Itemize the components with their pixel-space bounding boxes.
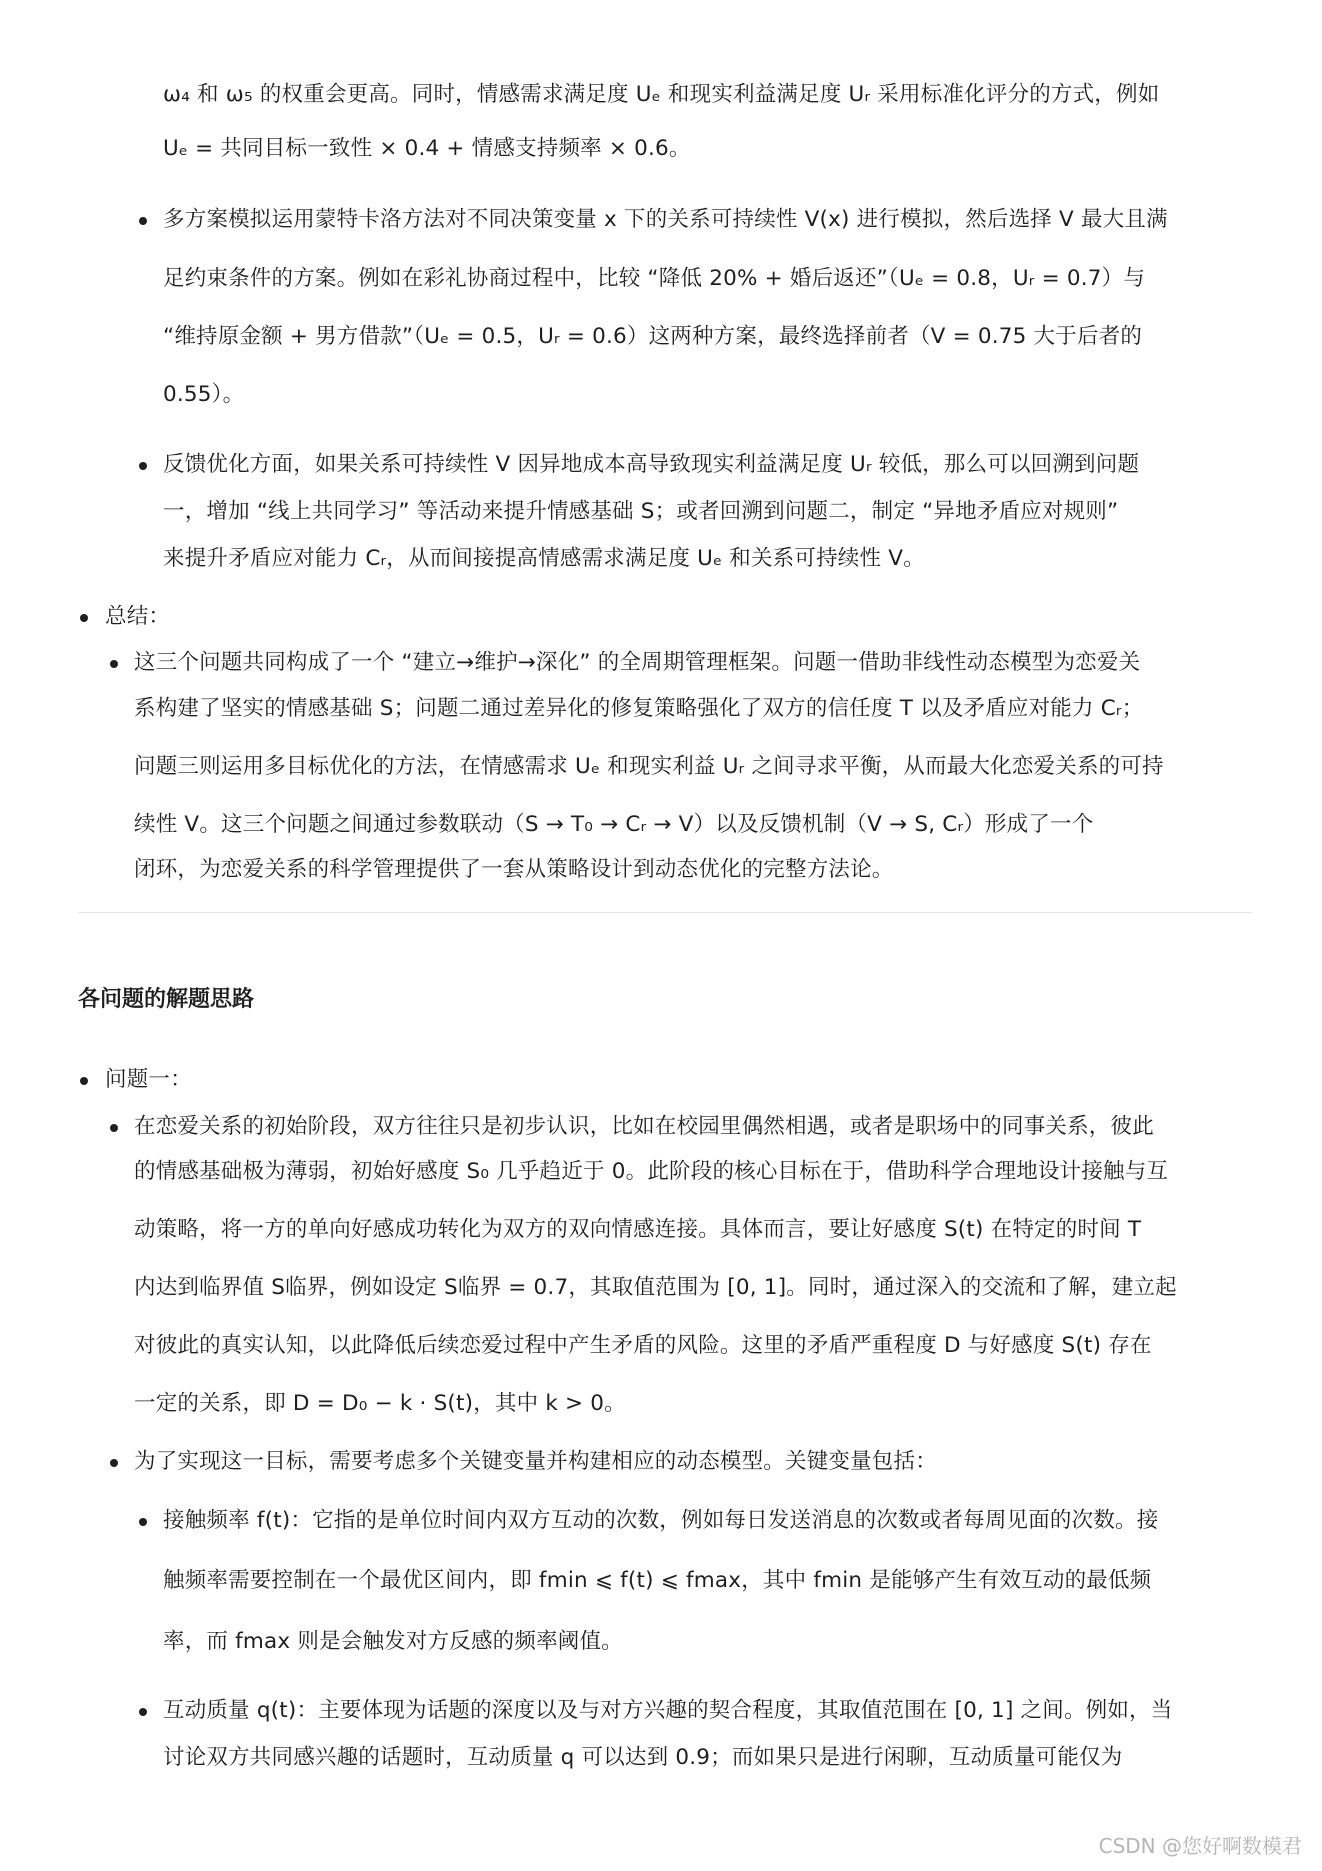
text-line: 这三个问题共同构成了一个 “建立→维护→深化” 的全周期管理框架。问题一借助非线性动态模型为恋爱关 [134, 650, 1141, 675]
text-line: 在恋爱关系的初始阶段，双方往往只是初步认识，比如在校园里偶然相遇，或者是职场中的同事关系，彼此 [134, 1114, 1154, 1139]
text-line: 率，而 fmax 则是会触发对方反感的频率阈值。 [163, 1629, 623, 1654]
bullet-marker [110, 1459, 118, 1467]
text-line: ω₄ 和 ω₅ 的权重会更高。同时，情感需求满足度 Uₑ 和现实利益满足度 Uᵣ 采用标准化评分的方式，例如 [163, 82, 1160, 107]
text-line: 反馈优化方面，如果关系可持续性 V 因异地成本高导致现实利益满足度 Uᵣ 较低，那么可以回溯到问题 [163, 452, 1140, 477]
text-line: “维持原金额 + 男方借款”（Uₑ = 0.5，Uᵣ = 0.6）这两种方案，最终选择前者（V = 0.75 大于后者的 [163, 324, 1143, 349]
text-line: 来提升矛盾应对能力 Cᵣ，从而间接提高情感需求满足度 Uₑ 和关系可持续性 V。 [163, 546, 925, 571]
text-line: 接触频率 f(t)：它指的是单位时间内双方互动的次数，例如每日发送消息的次数或者每周见面的次数。接 [163, 1508, 1159, 1533]
text-line: 内达到临界值 S临界，例如设定 S临界 = 0.7，其取值范围为 [0, 1]。同时，通过深入的交流和了解，建立起 [134, 1275, 1177, 1300]
bullet-marker [80, 1077, 88, 1085]
section-heading: 各问题的解题思路 [78, 987, 255, 1012]
text-line: Uₑ = 共同目标一致性 × 0.4 + 情感支持频率 × 0.6。 [163, 136, 691, 161]
text-line: 闭环，为恋爱关系的科学管理提供了一套从策略设计到动态优化的完整方法论。 [134, 857, 894, 882]
bullet-marker [139, 1708, 147, 1716]
text-line: 一，增加 “线上共同学习” 等活动来提升情感基础 S；或者回溯到问题二，制定 “异地矛盾应对规则” [163, 499, 1119, 524]
text-line: 互动质量 q(t)：主要体现为话题的深度以及与对方兴趣的契合程度，其取值范围在 [0, 1] 之间。例如，当 [163, 1698, 1173, 1723]
text-line: 续性 V。这三个问题之间通过参数联动（S → T₀ → Cᵣ → V）以及反馈机制（V → S, Cᵣ）形成了一个 [134, 812, 1094, 837]
text-line: 讨论双方共同感兴趣的话题时，互动质量 q 可以达到 0.9；而如果只是进行闲聊，互动质量可能仅为 [163, 1745, 1123, 1770]
text-line: 0.55）。 [163, 382, 245, 407]
bullet-marker [80, 614, 88, 622]
summary-label: 总结： [105, 604, 171, 629]
bullet-marker [139, 462, 147, 470]
section-divider [78, 912, 1252, 913]
watermark: CSDN @您好啊数模君 [1098, 1834, 1302, 1858]
problem-label: 问题一： [105, 1067, 192, 1092]
bullet-marker [139, 217, 147, 225]
text-line: 触频率需要控制在一个最优区间内，即 fmin ⩽ f(t) ⩽ fmax，其中 fmin 是能够产生有效互动的最低频 [163, 1568, 1152, 1593]
text-line: 对彼此的真实认知，以此降低后续恋爱过程中产生矛盾的风险。这里的矛盾严重程度 D 与好感度 S(t) 存在 [134, 1333, 1152, 1358]
text-line: 多方案模拟运用蒙特卡洛方法对不同决策变量 x 下的关系可持续性 V(x) 进行模拟，然后选择 V 最大且满 [163, 207, 1168, 232]
bullet-marker [110, 1124, 118, 1132]
text-line: 问题三则运用多目标优化的方法，在情感需求 Uₑ 和现实利益 Uᵣ 之间寻求平衡，从而最大化恋爱关系的可持 [134, 754, 1164, 779]
text-line: 动策略，将一方的单向好感成功转化为双方的双向情感连接。具体而言，要让好感度 S(t) 在特定的时间 T [134, 1217, 1142, 1242]
bullet-marker [110, 660, 118, 668]
text-line: 为了实现这一目标，需要考虑多个关键变量并构建相应的动态模型。关键变量包括： [134, 1449, 937, 1474]
text-line: 足约束条件的方案。例如在彩礼协商过程中，比较 “降低 20% + 婚后返还”（Uₑ = 0.8，Uᵣ = 0.7）与 [163, 266, 1146, 291]
text-line: 的情感基础极为薄弱，初始好感度 S₀ 几乎趋近于 0。此阶段的核心目标在于，借助科学合理地设计接触与互 [134, 1159, 1169, 1184]
text-line: 一定的关系，即 D = D₀ − k · S(t)，其中 k > 0。 [134, 1391, 626, 1416]
text-line: 系构建了坚实的情感基础 S；问题二通过差异化的修复策略强化了双方的信任度 T 以及矛盾应对能力 Cᵣ； [134, 696, 1144, 721]
bullet-marker [139, 1518, 147, 1526]
